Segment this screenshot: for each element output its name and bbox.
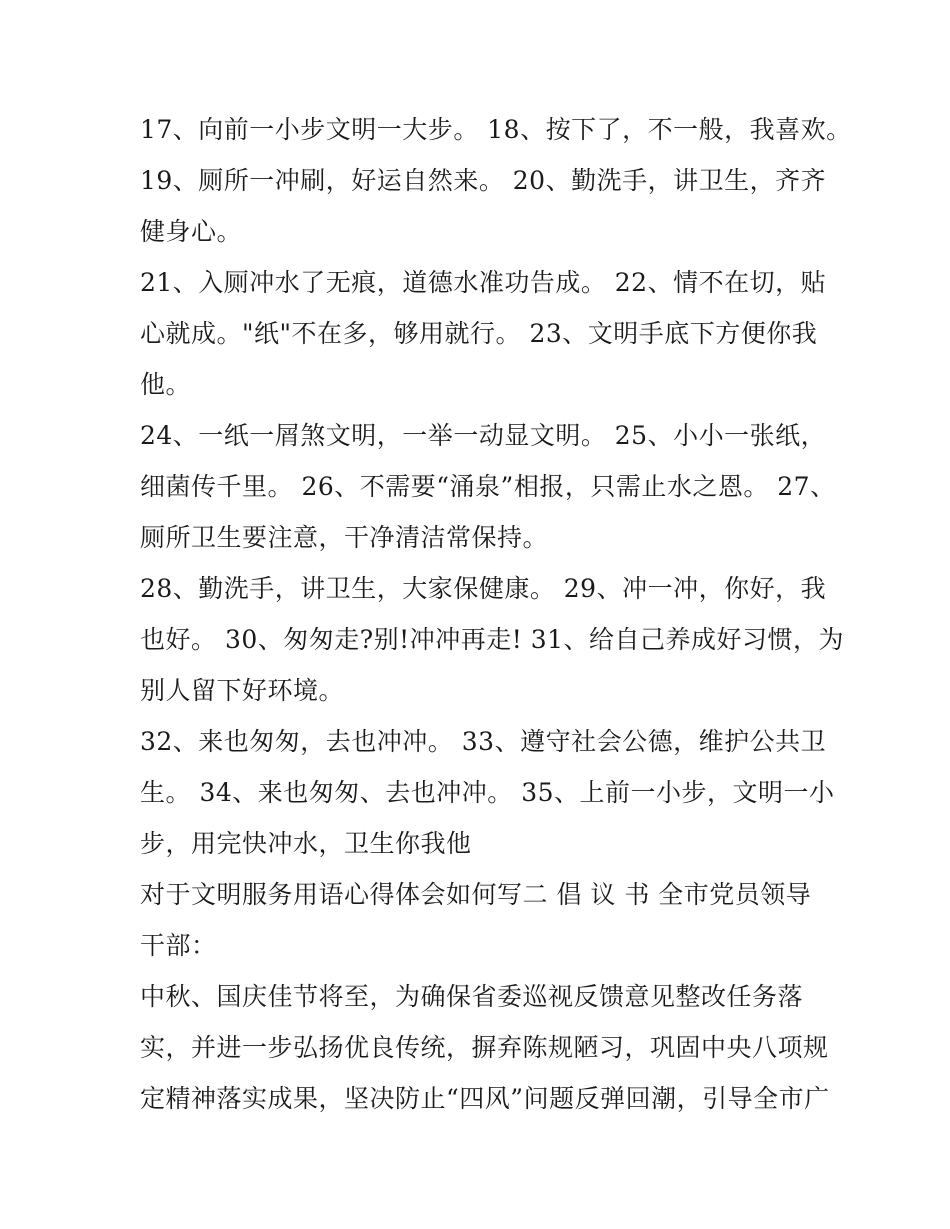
text-line: 别人留下好环境。 <box>140 676 345 705</box>
text-line: 24、一纸一屑煞文明，一举一动显文明。 25、小小一张纸， <box>140 421 827 450</box>
text-line: 干部： <box>140 931 217 960</box>
text-line: 19、厕所一冲刷，好运自然来。 20、勤洗手，讲卫生，齐齐 <box>140 166 827 195</box>
text-line: 健身心。 <box>140 217 243 246</box>
text-line: 21、入厕冲水了无痕，道德水准功告成。 22、情不在切，贴 <box>140 268 827 297</box>
text-line: 中秋、国庆佳节将至，为确保省委巡视反馈意见整改任务落 <box>140 982 804 1011</box>
text-line: 厕所卫生要注意，干净清洁常保持。 <box>140 523 549 552</box>
text-line: 17、向前一小步文明一大步。 18、按下了，不一般，我喜欢。 <box>140 115 852 144</box>
text-line: 32、来也匆匆，去也冲冲。 33、遵守社会公德，维护公共卫 <box>140 727 827 756</box>
text-line: 心就成。"纸"不在多，够用就行。 23、文明手底下方便你我 <box>140 319 818 348</box>
text-line: 28、勤洗手，讲卫生，大家保健康。 29、冲一冲，你好，我 <box>140 574 827 603</box>
text-line: 细菌传千里。 26、不需要“涌泉”相报，只需止水之恩。 27、 <box>140 472 836 501</box>
text-line: 步，用完快冲水，卫生你我他 <box>140 829 472 858</box>
text-line: 也好。 30、匆匆走?别!冲冲再走! 31、给自己养成好习惯，为 <box>140 625 845 654</box>
text-line: 生。 34、来也匆匆、去也冲冲。 35、上前一小步，文明一小 <box>140 778 835 807</box>
text-line: 实，并进一步弘扬优良传统，摒弃陈规陋习，巩固中央八项规 <box>140 1033 829 1062</box>
text-line: 他。 <box>140 370 192 399</box>
text-line: 对于文明服务用语心得体会如何写二 倡 议 书 全市党员领导 <box>140 880 812 909</box>
text-line: 定精神落实成果，坚决防止“四风”问题反弹回潮，引导全市广 <box>140 1084 830 1113</box>
